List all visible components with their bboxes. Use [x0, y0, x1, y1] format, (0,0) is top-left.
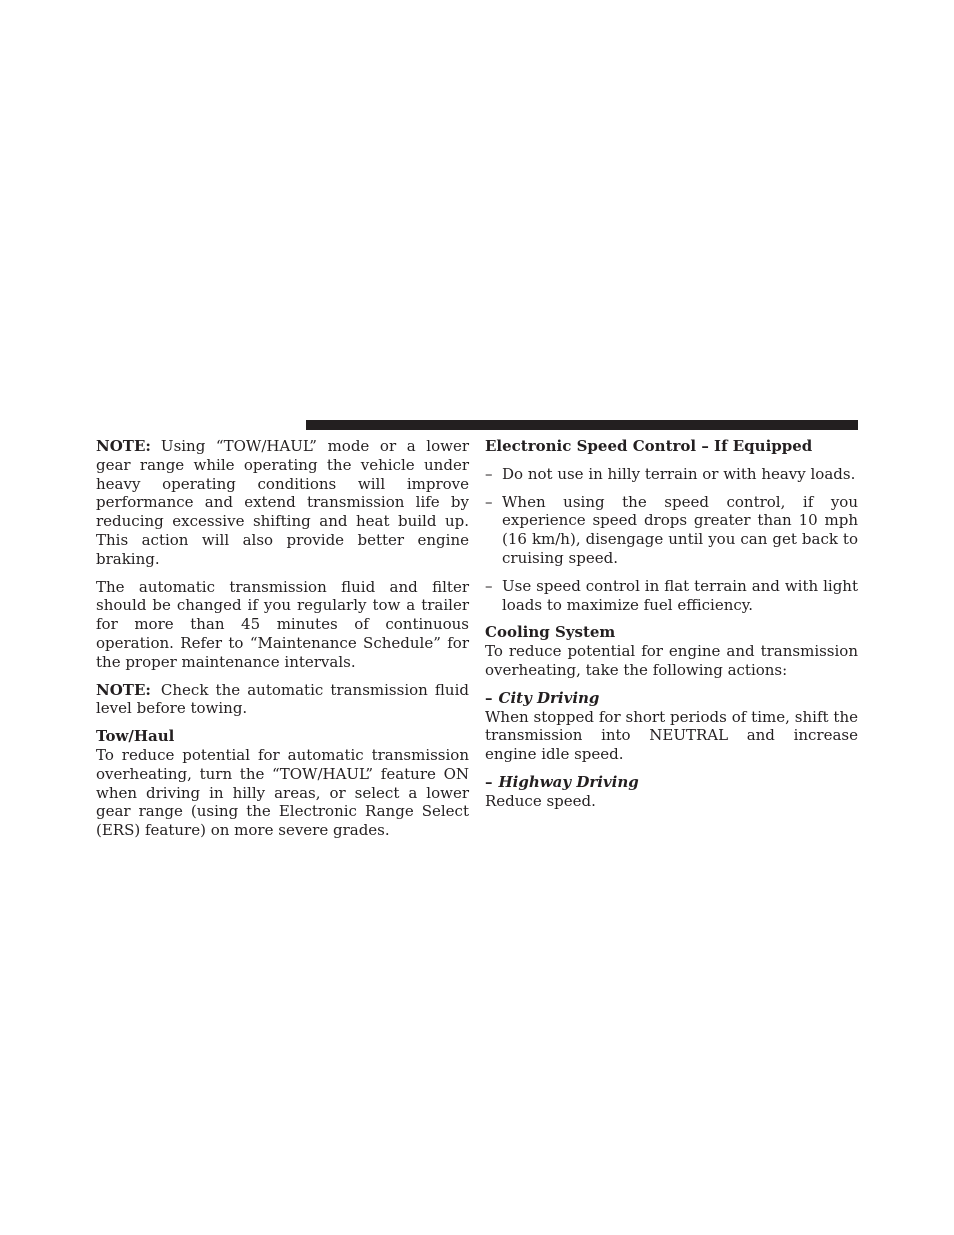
list-item [485, 493, 858, 568]
dash-bullet: – [485, 576, 493, 595]
left-column [96, 437, 469, 849]
highway-driving-heading [485, 773, 858, 792]
header-rule [306, 420, 858, 430]
cooling-intro-paragraph: To reduce potential for engine and transmission overheating, take the following actions: [485, 642, 858, 679]
city-driving-label: City Driving [498, 688, 600, 707]
speed-control-list [485, 465, 858, 615]
list-item [485, 465, 858, 484]
note-check-fluid [96, 681, 469, 719]
note-tow-haul-mode [96, 437, 469, 569]
city-driving-paragraph: When stopped for short periods of time, shift the transmission into NEUTRAL and increase engine idle speed. [485, 707, 858, 764]
note-text: Using “TOW/HAUL” mode or a lower gear range while operating the vehicle under heavy operating conditions will improve performance and extend transmission life by reducing excessive shifting and heat build up. This action will also provide better engine braking. [96, 437, 469, 568]
tow-haul-heading: Tow/Haul [96, 727, 175, 746]
fluid-change-paragraph: The automatic transmission fluid and filter should be changed if you regularly tow a trailer for more than 45 minutes of continuous operation. Refer to “Maintenance Schedule” for the proper maintenance intervals. [96, 577, 469, 671]
note-label: NOTE: [96, 680, 151, 699]
dash-bullet: – [485, 492, 493, 511]
list-item-text: Do not use in hilly terrain or with heavy loads. [502, 464, 856, 483]
note-label: NOTE: [96, 437, 151, 455]
speed-control-heading: Electronic Speed Control – If Equipped [485, 437, 813, 455]
dash-bullet: – [485, 772, 493, 791]
right-column [485, 437, 858, 820]
note-text: Check the automatic transmission fluid level before towing. [96, 680, 469, 718]
dash-bullet: – [485, 464, 493, 483]
list-item-text: Use speed control in flat terrain and with light loads to maximize fuel efficiency. [502, 576, 858, 614]
cooling-system-heading: Cooling System [485, 623, 616, 642]
tow-haul-paragraph: To reduce potential for automatic transmission overheating, turn the “TOW/HAUL” feature ON when driving in hilly areas, or select a lower gear range (using the Electronic Range Select (ERS) feature) on more severe grades. [96, 745, 469, 840]
city-driving-heading [485, 689, 858, 708]
dash-bullet: – [485, 688, 493, 707]
highway-driving-label: Highway Driving [498, 772, 639, 791]
highway-driving-paragraph: Reduce speed. [485, 791, 596, 810]
list-item-text: When using the speed control, if you experience speed drops greater than 10 mph (16 km/h), disengage until you can get back to cruising speed. [502, 492, 858, 567]
list-item [485, 577, 858, 615]
